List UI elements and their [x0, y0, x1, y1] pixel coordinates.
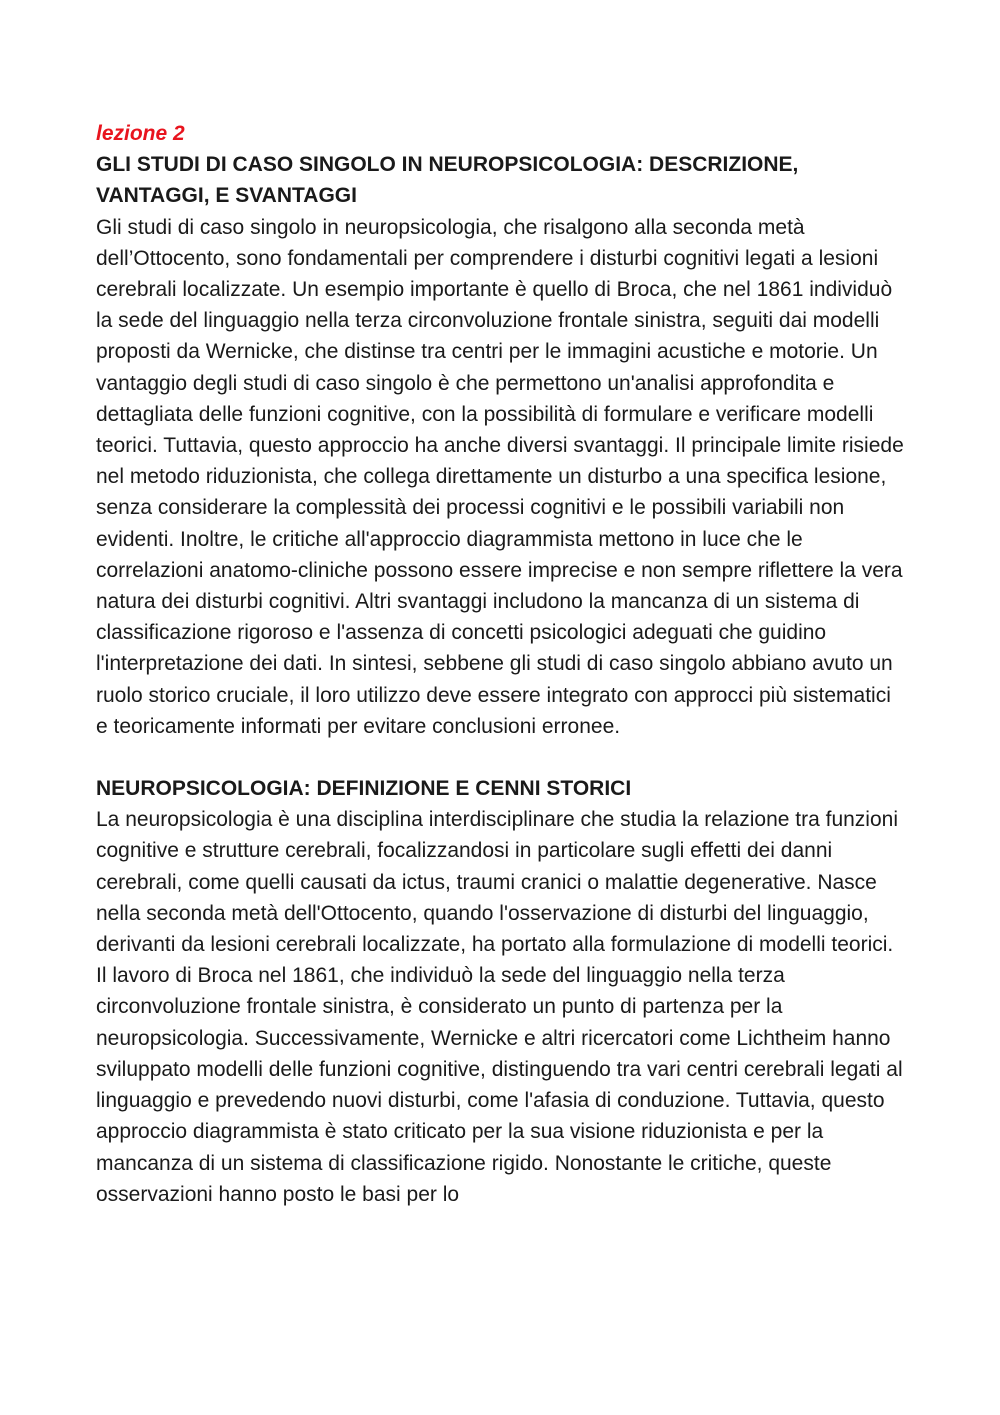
- section-title: NEUROPSICOLOGIA: DEFINIZIONE E CENNI STORICI: [96, 777, 632, 801]
- lesson-label: lezione 2: [96, 122, 185, 145]
- section-case-studies: [96, 149, 908, 742]
- document-page: [96, 118, 908, 1210]
- section-body: La neuropsicologia è una disciplina interdisciplinare che studia la relazione tra funzioni cognitive e strutture cerebrali, focalizzandosi in particolare sugli effetti dei danni cerebrali, come quelli causati da ictus, traumi cranici o malattie degenerative. Nasce nella seconda metà dell'Ottocento, quando l'osservazione di disturbi del linguaggio, derivanti da lesioni cerebrali localizzate, ha portato alla formulazione di modelli teorici. Il lavoro di Broca nel 1861, che individuò la sede del linguaggio nella terza circonvoluzione frontale sinistra, è considerato un punto di partenza per la neuropsicologia. Successivamente, Wernicke e altri ricercatori come Lichtheim hanno sviluppato modelli delle funzioni cognitive, distinguendo tra vari centri cerebrali legati al linguaggio e prevedendo nuovi disturbi, come l'afasia di conduzione. Tuttavia, questo approccio diagrammista è stato criticato per la sua visione riduzionista e per la mancanza di un sistema di classificazione rigido. Nonostante le critiche, queste osservazioni hanno posto le basi per lo: [96, 808, 903, 1206]
- section-spacer: [96, 742, 908, 773]
- section-title: GLI STUDI DI CASO SINGOLO IN NEUROPSICOLOGIA: DESCRIZIONE, VANTAGGI, E SVANTAGGI: [96, 153, 799, 208]
- section-body: Gli studi di caso singolo in neuropsicologia, che risalgono alla seconda metà dell’Ottocento, sono fondamentali per comprendere i disturbi cognitivi legati a lesioni cerebrali localizzate. Un esempio importante è quello di Broca, che nel 1861 individuò la sede del linguaggio nella terza circonvoluzione frontale sinistra, seguiti dai modelli proposti da Wernicke, che distinse tra centri per le immagini acustiche e motorie. Un vantaggio degli studi di caso singolo è che permettono un'analisi approfondita e dettagliata delle funzioni cognitive, con la possibilità di formulare e verificare modelli teorici. Tuttavia, questo approccio ha anche diversi svantaggi. Il principale limite risiede nel metodo riduzionista, che collega direttamente un disturbo a una specifica lesione, senza considerare la complessità dei processi cognitivi e le possibili variabili non evidenti. Inoltre, le critiche all'approccio diagrammista mettono in luce che le correlazioni anatomo-cliniche possono essere imprecise e non sempre riflettere la vera natura dei disturbi cognitivi. Altri svantaggi includono la mancanza di un sistema di classificazione rigoroso e l'assenza di concetti psicologici adeguati che guidino l'interpretazione dei dati. In sintesi, sebbene gli studi di caso singolo abbiano avuto un ruolo storico cruciale, il loro utilizzo deve essere integrato con approcci più sistematici e teoricamente informati per evitare conclusioni erronee.: [96, 215, 904, 738]
- section-definition: [96, 773, 908, 1210]
